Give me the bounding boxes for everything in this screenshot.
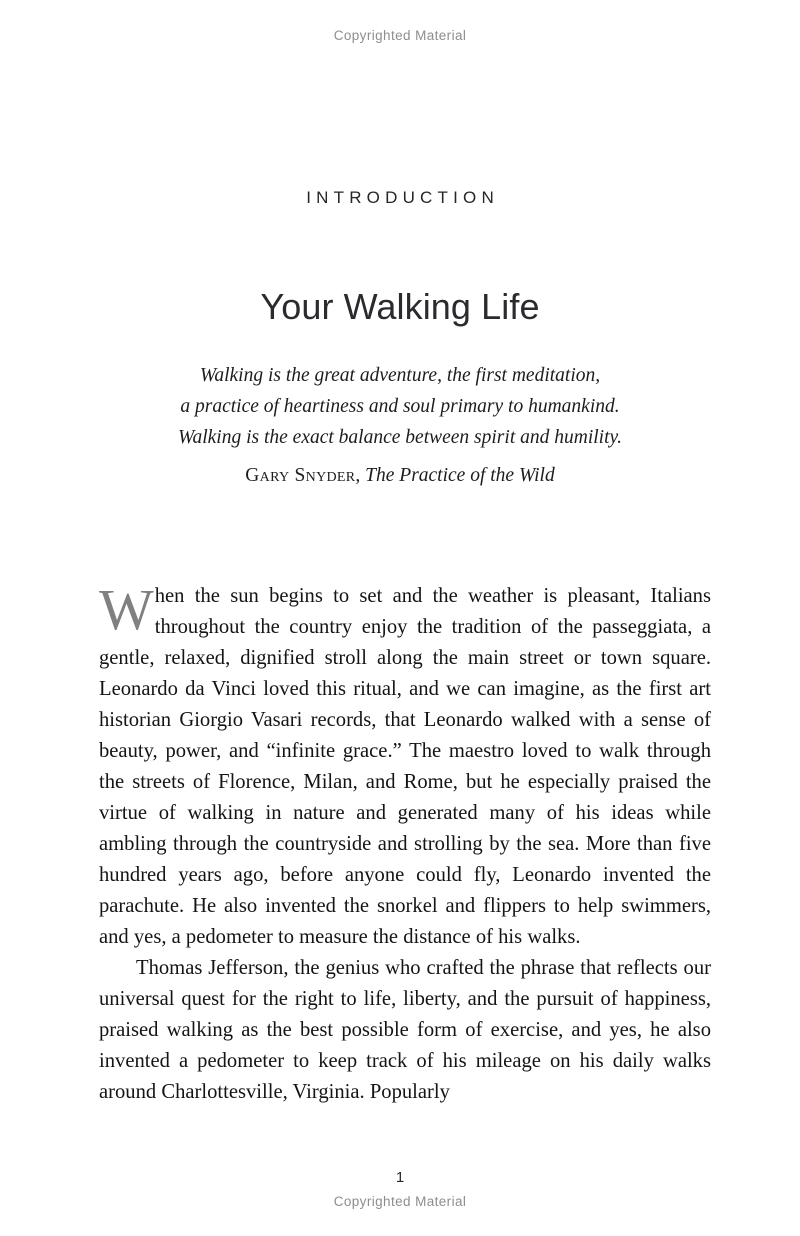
body-text-column (99, 577, 711, 1108)
paragraph-first (99, 577, 711, 953)
epigraph-line: Walking is the exact balance between spirit and humility. (178, 427, 622, 448)
paragraph-first-text: hen the sun begins to set and the weather is pleasant, Italians throughout the country enjoy the tradition of the passeggiata, a gentle, relaxed, dignified stroll along the main street or town square. Leonardo da Vinci loved this ritual, and we can imagine, as the first art historian Giorgio Vasari records, that Leonardo walked with a sense of beauty, power, and “infinite grace.” The maestro loved to walk through the streets of Florence, Milan, and Rome, but he especially praised the virtue of walking in nature and generated many of his ideas while ambling through the countryside and strolling by the sea. More than five hundred years ago, before anyone could fly, Leonardo invented the parachute. He also invented the snorkel and flippers to help swimmers, and yes, a pedometer to measure the distance of his walks. (99, 585, 711, 948)
page-title: Your Walking Life (260, 286, 540, 328)
drop-cap-letter: W (99, 577, 154, 642)
epigraph-line: Walking is the great adventure, the first meditation, (199, 365, 601, 386)
epigraph-line: a practice of heartiness and soul primary to humankind. (180, 396, 620, 417)
epigraph-block (0, 360, 800, 453)
copyright-watermark-bottom: Copyrighted Material (333, 1194, 467, 1209)
epigraph-work-title: The Practice of the Wild (365, 465, 555, 486)
copyright-watermark-top: Copyrighted Material (333, 28, 467, 43)
epigraph-attribution (0, 465, 800, 487)
epigraph-author: Gary Snyder (245, 465, 356, 486)
page-number: 1 (395, 1169, 405, 1186)
epigraph-separator: , (355, 465, 366, 486)
section-eyebrow-introduction: INTRODUCTION (306, 188, 499, 207)
paragraph-second: Thomas Jefferson, the genius who crafted the phrase that reflects our universal quest for the right to life, liberty, and the pursuit of happiness, praised walking as the best possible form of exercise, and yes, he also invented a pedometer to keep track of his mileage on his daily walks around Charlottesville, Virginia. Popularly (99, 957, 711, 1103)
